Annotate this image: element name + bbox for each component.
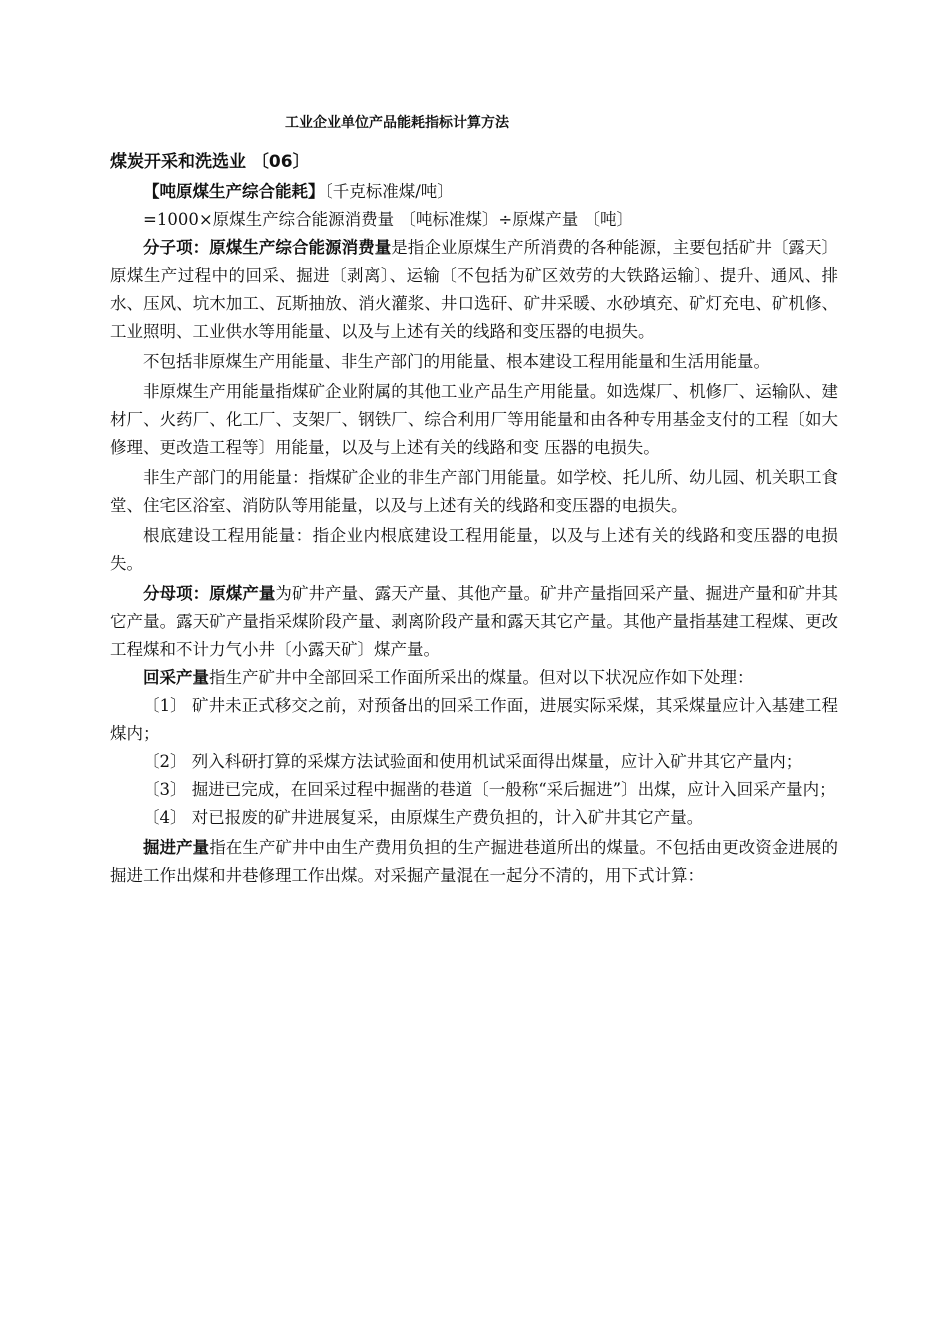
non-production-paragraph: 非生产部门的用能量：指煤矿企业的非生产部门用能量。如学校、托儿所、幼儿园、机关职工食堂、住宅区浴室、消防队等用能量，以及与上述有关的线路和变压器的电损失。 [110,468,838,515]
indicator-line [110,178,838,206]
indicator-name: 【吨原煤生产综合能耗】 [143,182,325,201]
tunneling-term: 掘进产量 [143,838,210,857]
numerator-text: 是指企业原煤生产所消费的各种能源，主要包括矿井〔露天〕原煤生产过程中的回采、掘进〔剥离〕、运输〔不包括为矿区效劳的大铁路运输〕、提升、通风、排水、压风、坑木加工、瓦斯抽放、消火灌浆、井口选矸、矿井采暖、水砂填充、矿灯充电、矿机修、工业照明、工业供水等用能量、以及与上述有关的线路和变压器的电损失。 [110,238,839,341]
denominator-term: 原煤产量 [209,584,276,603]
list-item: 〔3〕 掘进已完成，在回采过程中掘凿的巷道〔一般称“采后掘进”〕出煤，应计入回采产量内； [143,780,836,799]
exclusion-paragraph: 不包括非原煤生产用能量、非生产部门的用能量、根本建设工程用能量和生活用能量。 [143,352,770,371]
numerator-label: 分子项： [143,238,210,257]
document-body [110,178,838,890]
denominator-label: 分母项： [143,584,210,603]
formula-line: =1000×原煤生产综合能源消费量 〔吨标准煤〕÷原煤产量 〔吨〕 [143,210,633,229]
numerator-paragraph [110,234,838,346]
list-item: 〔2〕 列入科研打算的采煤方法试验面和使用机试采面得出煤量，应计入矿井其它产量内； [143,752,803,771]
recovery-text: 指生产矿井中全部回采工作面所采出的煤量。但对以下状况应作如下处理： [209,668,754,687]
denominator-paragraph [110,580,838,664]
tunneling-text: 指在生产矿井中由生产费用负担的生产掘进巷道所出的煤量。不包括由更改资金进展的掘进工作出煤和井巷修理工作出煤。对采掘产量混在一起分不清的，用下式计算： [110,838,839,885]
numerator-term: 原煤生产综合能源消费量 [209,238,392,257]
tunneling-paragraph [110,834,838,890]
capital-construction-paragraph: 根底建设工程用能量：指企业内根底建设工程用能量，以及与上述有关的线路和变压器的电损失。 [110,526,838,573]
denominator-text: 为矿井产量、露天产量、其他产量。矿井产量指回采产量、掘进产量和矿井其它产量。露天矿产量指采煤阶段产量、剥离阶段产量和露天其它产量。其他产量指基建工程煤、更改工程煤和不计力气小井〔小露天矿〕煤产量。 [110,584,839,659]
recovery-paragraph [110,664,838,692]
recovery-term: 回采产量 [143,668,209,687]
section-heading: 煤炭开采和洗选业 〔06〕 [110,152,310,172]
indicator-unit: 〔千克标准煤/吨〕 [324,182,454,201]
list-item: 〔1〕 矿井未正式移交之前，对预备出的回采工作面，进展实际采煤，其采煤量应计入基建工程煤内； [110,696,838,743]
list-item: 〔4〕 对已报废的矿井进展复采，由原煤生产费负担的，计入矿井其它产量。 [143,808,704,827]
non-raw-coal-paragraph: 非原煤生产用能量指煤矿企业附属的其他工业产品生产用能量。如选煤厂、机修厂、运输队、建材厂、火药厂、化工厂、支架厂、钢铁厂、综合利用厂等用能量和由各种专用基金支付的工程〔如大修理、更改造工程等〕用能量，以及与上述有关的线路和变 压器的电损失。 [110,382,838,457]
document-title: 工业企业单位产品能耗指标计算方法 [285,115,509,131]
